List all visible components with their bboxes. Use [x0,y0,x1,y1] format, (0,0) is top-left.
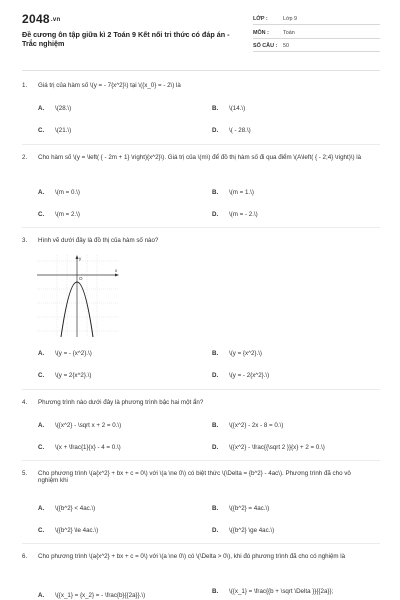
option-text: \(m = 1.\) [229,189,254,196]
option-letter: C. [38,127,45,134]
option-letter: B. [212,189,219,196]
question-number: 5. [22,470,28,477]
option-letter: A. [38,350,45,357]
logo-suffix: .vn [50,16,61,23]
option-text: \(y = {x^2}.\) [229,350,262,357]
question-text: Giá trị của hàm số \(y = - 7{x^2}\) tại \({x_0} = - 2\) là [38,82,181,89]
option-a[interactable] [38,349,92,358]
option-text: \(14.\) [229,105,246,112]
question-number: 4. [22,399,28,406]
option-letter: B. [212,588,219,595]
question-divider [22,460,380,461]
option-a[interactable] [38,188,80,197]
option-c[interactable] [38,526,98,535]
option-letter: B. [212,422,219,429]
option-text: \({x^2} - \frac{{\sqrt 2 }}{x} + 2 = 0.\) [229,444,325,451]
question-divider [22,389,380,390]
question-text: Cho hàm số \(y = \left( { - 2m + 1} \right){x^2}\). Giá trị của \(m\) để đồ thị hàm số đi qua điểm \(A\left( { - 2;4} \right)\) là [38,154,362,161]
question-text: Phương trình nào dưới đây là phương trình bậc hai một ẩn? [38,399,204,406]
option-letter: D. [212,444,219,451]
option-text: \({x^2} - \sqrt x + 2 = 0.\) [55,422,122,429]
option-d[interactable] [212,371,269,380]
option-text: \({b^2} \le 4ac.\) [55,527,99,534]
question-text: Cho phương trình \(a{x^2} + bx + c = 0\) với \(a \ne 0\) có biệt thức \(\Delta = {b^2} - 4ac\). Phương trình đã cho vô nghiệm khi [38,470,351,484]
question-number: 6. [22,553,28,560]
option-d[interactable] [212,526,274,535]
question-text: Hình vẽ dưới đây là đồ thị của hàm số nào? [38,237,159,244]
document-header [0,0,400,66]
option-d[interactable] [212,126,251,135]
option-text: \({b^2} = 4ac.\) [229,505,270,512]
option-d[interactable] [212,443,325,452]
option-text: \(m = 0.\) [55,189,80,196]
option-a[interactable] [38,421,121,430]
option-c[interactable] [38,126,71,135]
option-text: \({x^2} - 2x - 8 = 0.\) [229,422,284,429]
option-letter: A. [38,505,45,512]
option-letter: D. [212,527,219,534]
question-number: 2. [22,154,28,161]
parabola-graph [37,255,119,337]
meta-value: Lớp 9 [283,16,298,22]
meta-row-class [253,14,380,25]
option-text: \(y = 2{x^2}.\) [55,372,92,379]
option-letter: C. [38,444,45,451]
option-d[interactable] [212,210,258,219]
question-divider [22,543,380,544]
y-axis-label: y [79,256,82,261]
option-text: \(m = - 2.\) [229,211,258,218]
option-text: \(28.\) [55,105,72,112]
option-a[interactable] [38,104,71,113]
meta-value: 50 [283,43,289,49]
header-divider [22,70,380,71]
option-b[interactable] [212,349,262,358]
meta-key: SỐ CÂU : [253,43,278,49]
option-b[interactable] [212,587,333,596]
option-text: \(m = 2.\) [55,211,80,218]
option-text: \( - 28.\) [229,127,251,134]
option-b[interactable] [212,104,245,113]
option-letter: A. [38,189,45,196]
x-axis-label: x [115,268,118,273]
meta-row-count [253,41,380,52]
meta-row-subject [253,28,380,39]
document-meta [253,14,380,55]
graph-grid [37,255,119,337]
document-title: Đề cương ôn tập giữa kì 2 Toán 9 Kết nối tri thức có đáp án - Trắc nghiệm [22,30,230,48]
origin-label: O [79,276,83,281]
option-text: \(x + \frac{1}{x} - 4 = 0.\) [55,444,121,451]
option-text: \({x_1} = \frac{{b + \sqrt \Delta }}{{2a}}; [229,588,334,595]
option-text: \(21.\) [55,127,72,134]
option-letter: C. [38,527,45,534]
question-text: Cho phương trình \(a{x^2} + bx + c = 0\) với \(a \ne 0\) có \(\Delta > 0\), khi đó phương trình đã cho có nghiệm là [38,553,346,560]
option-c[interactable] [38,443,121,452]
option-a[interactable] [38,504,95,513]
option-letter: A. [38,422,45,429]
option-a[interactable] [38,591,145,600]
option-text: \(y = - 2{x^2}.\) [229,372,270,379]
question-number: 3. [22,237,28,244]
option-c[interactable] [38,371,91,380]
option-letter: D. [212,127,219,134]
option-letter: A. [38,105,45,112]
option-b[interactable] [212,504,269,513]
option-letter: C. [38,211,45,218]
x-axis-arrow [115,274,119,277]
option-letter: D. [212,211,219,218]
option-b[interactable] [212,421,283,430]
option-text: \(y = - {x^2}.\) [55,350,92,357]
meta-key: MÔN : [253,29,269,36]
option-letter: D. [212,372,219,379]
site-logo[interactable] [22,12,60,26]
option-letter: B. [212,105,219,112]
option-letter: A. [38,592,45,599]
logo-text: 2048 [22,12,50,26]
question-divider [22,144,380,145]
meta-key: LỚP : [253,16,268,22]
option-text: \({x_1} = {x_2} = - \frac{b}{{2a}}.\) [55,592,146,599]
option-letter: B. [212,505,219,512]
option-text: \({b^2} < 4ac.\) [55,505,96,512]
option-letter: C. [38,372,45,379]
option-letter: B. [212,350,219,357]
option-b[interactable] [212,188,254,197]
option-c[interactable] [38,210,80,219]
question-divider [22,227,380,228]
question-number: 1. [22,82,28,89]
option-text: \({b^2} \ge 4ac.\) [229,527,275,534]
meta-value: Toán [283,29,295,36]
